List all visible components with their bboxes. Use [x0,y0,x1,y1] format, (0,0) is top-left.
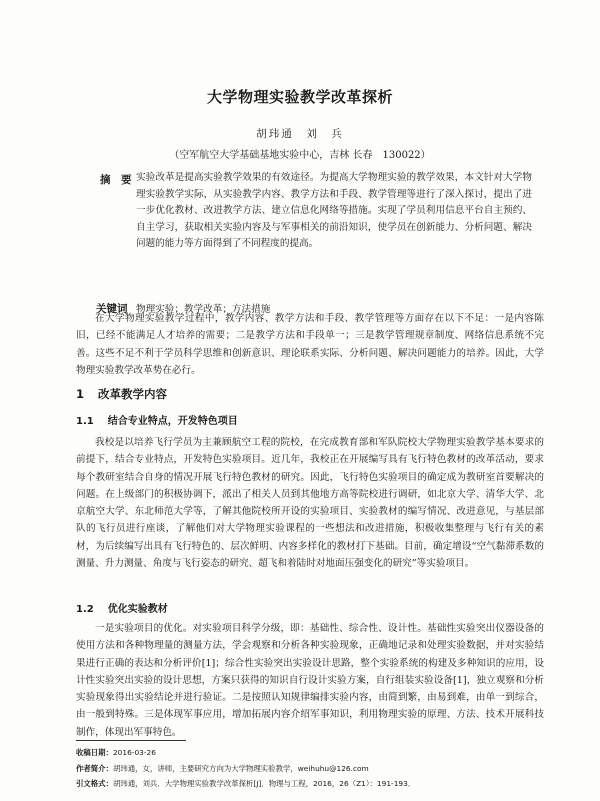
footnote-citation-label: 引文格式： [76,779,113,788]
paper-title: 大学物理实验教学改革探析 [206,88,393,106]
keywords-label: 关键词 [96,303,128,315]
abstract-label: 摘 要 [100,174,132,186]
section-1-heading [76,386,167,402]
footnote-received-label: 收稿日期： [76,748,113,757]
section-1-1-title: 结合专业特点，开发特色项目 [107,416,238,427]
section-1-2-number: 1.2 [76,604,94,615]
section-1-1-paragraph: 我校是以培养飞行学员为主兼顾航空工程的院校，在完成教育部和军队院校大学物理实验教学基本要求的前提下，结合专业特点，开发特色实验项目。近几年，我校正在开展编写具有飞行特色教材的改革活动，要求每个教研室结合自身的情况开展飞行特色教材的研究。因此，飞行特色实验项目的确定成为教研室首要解决的问题。在上级部门的积极协调下，派出了相关人员到其他地方高等院校进行调研，如北京大学、清华大学、北京航空大学、东北师范大学等，了解其他院校所开设的实验项目、实验教材的编写情况、改进意见，与基层部队的飞行员进行座谈，了解他们对大学物理实验课程的一些想法和改进措施，积极收集整理与飞行有关的素材，为后续编写出具有飞行特色的、层次鲜明、内容多样化的教材打下基础。目前，确定增设“空气黏滞系数的测量、升力测量、角度与飞行姿态的研究、超飞和着陆时对地面压强变化的研究”等实验项目。 [76,437,544,570]
section-1-1-number: 1.1 [76,416,94,427]
footnote-received-value: 2016-03-26 [112,748,156,757]
section-1-2-heading [76,600,168,615]
section-1-number: 1 [76,387,85,401]
paper-authors: 胡玮通 刘 兵 [256,128,344,140]
abstract-text: 实验改革是提高实验教学效果的有效途径。为提高大学物理实验的教学效果，本文针对大学物理实验教学实际，从实验教学内容、教学方法和手段、教学管理等进行了深入探讨，提出了进一步优化教材、改进教学方法、建立信息化网络等措施。实现了学员利用信息平台自主预约、自主学习，获取相关实验内容及与军事相关的前沿知识，使学员在创新能力、分析问题、解决问题的能力等方面得到了不同程度的提高。 [136,172,532,250]
paper-affiliation: （空军航空大学基础基地实验中心，吉林 长春 130022） [169,150,431,161]
section-1-2-paragraph: 一是实验项目的优化。对实验项目科学分级，即：基础性、综合性、设计性。基础性实验突出仪器设备的使用方法和各种物理量的测量方法，学会观察和分析各种实验现象，正确地记录和处理实验数据，并对实验结果进行正确的表达和分析评价[1]；综合性实验突出实验设计思路，整个实验系统的构建及多种知识的应用，设计性实验突出实验的设计思想，方案只获得的知识自行设计实验方案，自行组装实验设备[1]，独立观察和分析实验现象得出实验结论并进行验证。二是按照认知规律编排实验内容，由简到繁，由易到难，由单一到综合，由一般到特殊。三是体现军事应用，增加拓展内容介绍军事知识，利用物理实验的原理、方法、技术开展科技制作，体现出军事特色。 [76,623,544,738]
footnote-author [76,763,369,774]
intro-paragraph: 在大学物理实验教学过程中，教学内容、教学方法和手段、教学管理等方面存在以下不足：一是内容陈旧，已经不能满足人才培养的需要；二是教学方法和手段单一；三是教学管理规章制度、网络信息系统不完善。这些不足不利于学员科学思维和创新意识、理论联系实际、分析问题、解决问题能力的培养。因此，大学物理实验教学改革势在必行。 [76,313,544,376]
footnote-citation-value: 胡玮通，刘兵．大学物理实验教学改革探析[J]．物理与工程，2016，26（Z1）：191-193． [112,779,416,788]
section-1-title: 改革教学内容 [98,387,168,401]
section-1-2-title: 优化实验教材 [107,604,168,615]
footnote-author-value: 胡玮通，女，讲师，主要研究方向为大学物理实验教学，weihuhu@126.com [112,764,369,773]
footnote-received [76,747,156,758]
footnote-citation [76,778,415,789]
footnote-divider [76,740,186,741]
footnote-author-label: 作者简介： [76,764,113,773]
section-1-1-heading [76,412,238,427]
keywords-text: 物理实验；教学改革；方法措施 [136,304,271,315]
